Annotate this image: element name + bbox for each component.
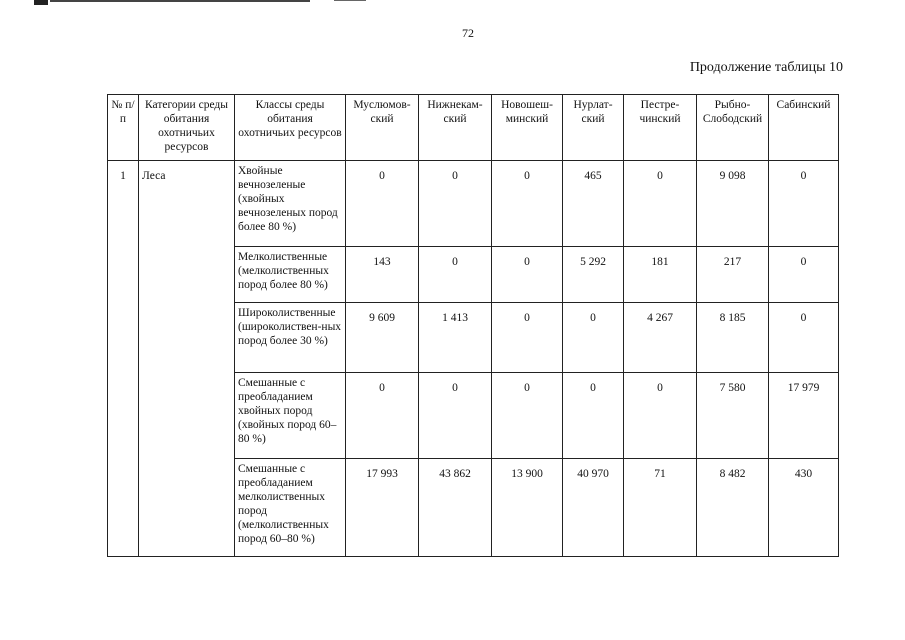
value-cell: 0	[769, 303, 839, 373]
value-cell: 0	[769, 161, 839, 247]
header-district: Муслюмов-ский	[346, 95, 419, 161]
header-district: Новошеш-минский	[492, 95, 563, 161]
header-district: Нижнекам-ский	[419, 95, 492, 161]
value-cell: 143	[346, 247, 419, 303]
value-cell: 0	[624, 161, 697, 247]
page-number: 72	[462, 26, 474, 40]
value-cell: 0	[346, 373, 419, 459]
value-cell: 9 609	[346, 303, 419, 373]
class-cell: Мелколиственные (мелколиственных пород более 80 %)	[235, 247, 346, 303]
header-district: Сабинский	[769, 95, 839, 161]
value-cell: 40 970	[563, 459, 624, 557]
header-class: Классы среды обитания охотничьих ресурсов	[235, 95, 346, 161]
value-cell: 4 267	[624, 303, 697, 373]
class-cell: Смешанные с преобладанием мелколиственных пород (мелколиственных пород 60–80 %)	[235, 459, 346, 557]
value-cell: 0	[769, 247, 839, 303]
value-cell: 13 900	[492, 459, 563, 557]
value-cell: 0	[419, 373, 492, 459]
value-cell: 8 482	[697, 459, 769, 557]
value-cell: 0	[492, 373, 563, 459]
value-cell: 217	[697, 247, 769, 303]
value-cell: 43 862	[419, 459, 492, 557]
header-num: № п/п	[108, 95, 139, 161]
header-category: Категории среды обитания охотничьих ресурсов	[139, 95, 235, 161]
scan-artifact	[334, 0, 366, 1]
value-cell: 71	[624, 459, 697, 557]
value-cell: 430	[769, 459, 839, 557]
table-caption: Продолжение таблицы 10	[689, 60, 843, 75]
value-cell: 0	[563, 303, 624, 373]
value-cell: 0	[492, 303, 563, 373]
category-cell: Леса	[139, 161, 235, 557]
row-number: 1	[108, 161, 139, 557]
value-cell: 0	[624, 373, 697, 459]
header-district: Рыбно-Слободский	[697, 95, 769, 161]
value-cell: 0	[492, 161, 563, 247]
value-cell: 9 098	[697, 161, 769, 247]
scan-artifact	[50, 0, 310, 2]
value-cell: 0	[492, 247, 563, 303]
value-cell: 17 979	[769, 373, 839, 459]
value-cell: 181	[624, 247, 697, 303]
value-cell: 0	[419, 161, 492, 247]
value-cell: 465	[563, 161, 624, 247]
header-row	[108, 95, 839, 161]
value-cell: 17 993	[346, 459, 419, 557]
value-cell: 8 185	[697, 303, 769, 373]
value-cell: 0	[563, 373, 624, 459]
value-cell: 1 413	[419, 303, 492, 373]
value-cell: 5 292	[563, 247, 624, 303]
scan-artifact	[34, 0, 48, 5]
class-cell: Хвойные вечнозеленые (хвойных вечнозеленых пород более 80 %)	[235, 161, 346, 247]
value-cell: 0	[419, 247, 492, 303]
data-table	[107, 94, 839, 557]
header-district: Пестре-чинский	[624, 95, 697, 161]
value-cell: 7 580	[697, 373, 769, 459]
table-row	[108, 161, 839, 247]
class-cell: Смешанные с преобладанием хвойных пород (хвойных пород 60–80 %)	[235, 373, 346, 459]
class-cell: Широколиственные (широколиствен-ных пород более 30 %)	[235, 303, 346, 373]
header-district: Нурлат-ский	[563, 95, 624, 161]
value-cell: 0	[346, 161, 419, 247]
